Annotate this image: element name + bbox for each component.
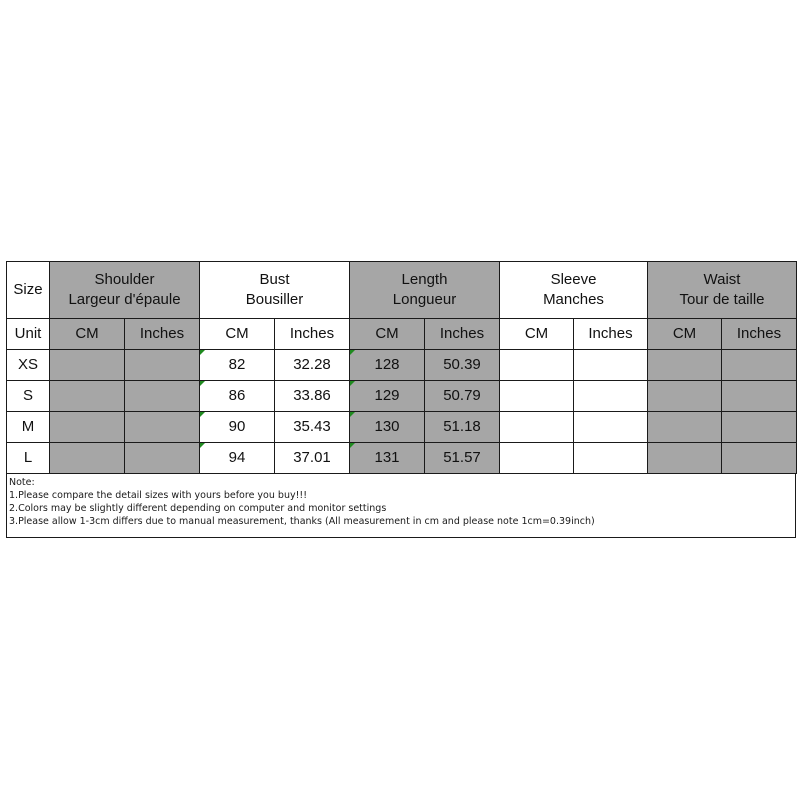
shoulder-inches-cell: [125, 412, 200, 443]
length-inches-cell: 51.18: [425, 412, 500, 443]
shoulder-cm-cell: [50, 350, 125, 381]
length-inches-cell: 50.39: [425, 350, 500, 381]
length-cm-cell: 129: [350, 381, 425, 412]
length-header: [350, 262, 500, 319]
bust-cm-cell: 82: [200, 350, 275, 381]
shoulder-cm-cell: [50, 412, 125, 443]
sleeve-inches-cell: [574, 443, 648, 474]
waist-inches-cell: [722, 350, 797, 381]
sleeve-header-en: Sleeve: [550, 271, 597, 288]
waist-cm-cell: [648, 381, 722, 412]
sleeve-cm-cell: [500, 443, 574, 474]
shoulder-inches-cell: [125, 350, 200, 381]
bust-header-fr: Bousiller: [245, 291, 304, 308]
length-header-en: Length: [401, 271, 448, 288]
waist-header-fr: Tour de taille: [679, 291, 765, 308]
shoulder-header: [50, 262, 200, 319]
shoulder-cm-cell: [50, 443, 125, 474]
length-cm-cell: 130: [350, 412, 425, 443]
waist-inches-cell: [722, 443, 797, 474]
size-chart: [6, 261, 796, 538]
bust-cm-cell: 90: [200, 412, 275, 443]
shoulder-inches-cell: [125, 443, 200, 474]
size-cell: M: [7, 412, 50, 443]
note-line-2: 2.Colors may be slightly different depending on computer and monitor settings: [9, 503, 387, 514]
sleeve-cm-cell: [500, 350, 574, 381]
waist-cm-cell: [648, 412, 722, 443]
unit-cell: Inches: [722, 319, 797, 350]
waist-inches-cell: [722, 412, 797, 443]
sleeve-header-fr: Manches: [543, 291, 604, 308]
size-cell: XS: [7, 350, 50, 381]
size-cell: L: [7, 443, 50, 474]
shoulder-header-fr: Largeur d'épaule: [68, 291, 181, 308]
table-row: [7, 443, 797, 474]
unit-row: [7, 319, 797, 350]
unit-cell: CM: [200, 319, 275, 350]
bust-inches-cell: 37.01: [275, 443, 350, 474]
length-inches-cell: 50.79: [425, 381, 500, 412]
sleeve-inches-cell: [574, 412, 648, 443]
length-cm-cell: 128: [350, 350, 425, 381]
table-row: [7, 381, 797, 412]
table-row: [7, 412, 797, 443]
bust-header-en: Bust: [259, 271, 290, 288]
notes-title: Note:: [9, 477, 35, 488]
length-inches-cell: 51.57: [425, 443, 500, 474]
shoulder-cm-cell: [50, 381, 125, 412]
length-header-fr: Longueur: [392, 291, 457, 308]
unit-cell: Inches: [574, 319, 648, 350]
sleeve-header: [500, 262, 648, 319]
unit-cell: CM: [500, 319, 574, 350]
waist-header: [648, 262, 797, 319]
waist-cm-cell: [648, 443, 722, 474]
size-cell: S: [7, 381, 50, 412]
unit-cell: CM: [50, 319, 125, 350]
sleeve-cm-cell: [500, 412, 574, 443]
note-line-1: 1.Please compare the detail sizes with yours before you buy!!!: [9, 490, 308, 501]
bust-inches-cell: 32.28: [275, 350, 350, 381]
waist-inches-cell: [722, 381, 797, 412]
unit-cell: CM: [648, 319, 722, 350]
bust-inches-cell: 35.43: [275, 412, 350, 443]
table-row: [7, 350, 797, 381]
shoulder-inches-cell: [125, 381, 200, 412]
sleeve-inches-cell: [574, 381, 648, 412]
header-row: [7, 262, 797, 319]
unit-cell: Inches: [425, 319, 500, 350]
waist-header-en: Waist: [703, 271, 741, 288]
size-table: [6, 261, 797, 474]
bust-header: [200, 262, 350, 319]
notes-box: [6, 474, 796, 538]
unit-cell: Inches: [275, 319, 350, 350]
length-cm-cell: 131: [350, 443, 425, 474]
shoulder-header-en: Shoulder: [94, 271, 155, 288]
sleeve-inches-cell: [574, 350, 648, 381]
sleeve-cm-cell: [500, 381, 574, 412]
unit-cell: Inches: [125, 319, 200, 350]
waist-cm-cell: [648, 350, 722, 381]
note-line-3: 3.Please allow 1-3cm differs due to manual measurement, thanks (All measurement in cm and please note 1cm=0.39inch): [9, 516, 595, 527]
bust-cm-cell: 86: [200, 381, 275, 412]
unit-header: Unit: [7, 319, 50, 350]
bust-cm-cell: 94: [200, 443, 275, 474]
size-header: Size: [7, 262, 50, 319]
bust-inches-cell: 33.86: [275, 381, 350, 412]
unit-cell: CM: [350, 319, 425, 350]
